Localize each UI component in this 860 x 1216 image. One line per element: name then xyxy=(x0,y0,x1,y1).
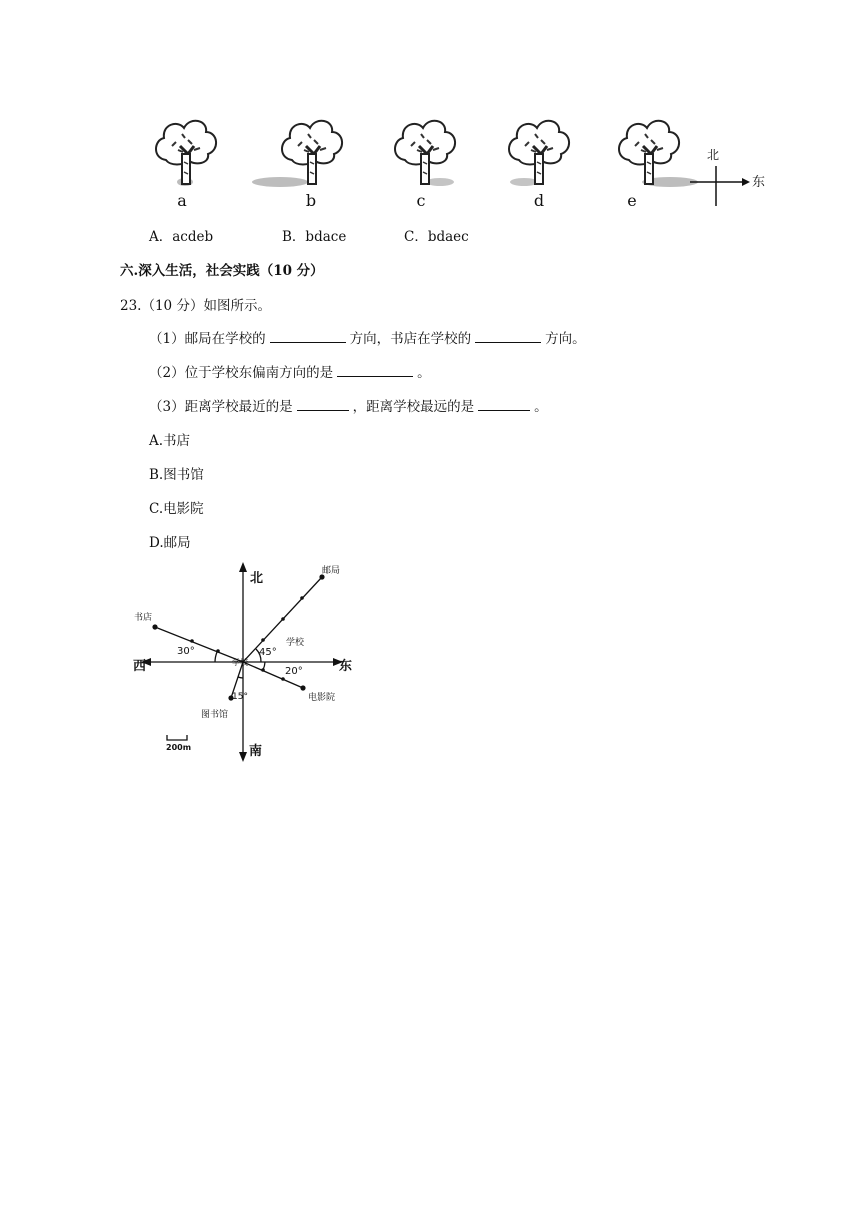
part1-text-b: 方向，书店在学校的 xyxy=(349,331,472,347)
cinema-point xyxy=(300,685,305,690)
map-west-label: 西 xyxy=(133,659,147,674)
q23-option-c[interactable]: C.电影院 xyxy=(149,501,204,517)
answer-blank-2[interactable] xyxy=(475,330,541,343)
q23-part3 xyxy=(149,398,548,416)
q22-option-b[interactable] xyxy=(282,228,346,246)
tree-label-b: b xyxy=(305,191,317,210)
bookstore-ray xyxy=(155,627,243,662)
tree-e xyxy=(619,121,698,187)
q22-option-c[interactable] xyxy=(404,228,469,246)
map-south-label: 南 xyxy=(249,744,263,759)
part3-text-c: 。 xyxy=(534,399,548,415)
scale-label: 200m xyxy=(166,743,192,752)
tree-b xyxy=(252,121,342,187)
angle-label-library: 15° xyxy=(232,692,248,702)
tree-a xyxy=(156,121,216,186)
compass-north-label: 北 xyxy=(707,148,720,162)
answer-blank-3[interactable] xyxy=(337,364,413,377)
map-post-office-label: 邮局 xyxy=(322,566,341,576)
map-cinema-label: 电影院 xyxy=(308,693,336,703)
part1-text-a: （1）邮局在学校的 xyxy=(149,331,266,347)
scale-bar xyxy=(167,735,187,740)
compass-icon xyxy=(690,166,750,206)
option-key: B． xyxy=(282,229,306,245)
q23-option-b[interactable]: B.图书馆 xyxy=(149,467,204,483)
answer-blank-4[interactable] xyxy=(297,398,349,411)
answer-blank-1[interactable] xyxy=(270,330,346,343)
tree-label-d: d xyxy=(533,191,545,210)
map-bookstore-label: 书店 xyxy=(134,613,153,623)
q23-stem: 23.（10 分）如图所示。 xyxy=(120,298,271,314)
tree-label-c: c xyxy=(416,191,426,210)
option-text: bdaec xyxy=(427,229,469,245)
part2-text-a: （2）位于学校东偏南方向的是 xyxy=(149,365,334,381)
shadow-trees-figure xyxy=(140,110,780,220)
section-title: 六.深入生活，社会实践（10 分） xyxy=(120,263,324,279)
part3-text-b: ，距离学校最远的是 xyxy=(352,399,475,415)
angle-label-post: 45° xyxy=(259,647,277,658)
map-library-label: 图书馆 xyxy=(201,710,229,720)
tree-label-e: e xyxy=(627,191,637,210)
option-text: acdeb xyxy=(172,229,214,245)
answer-blank-5[interactable] xyxy=(478,398,530,411)
q22-option-a[interactable] xyxy=(149,228,213,246)
angle-arc-library xyxy=(238,677,243,678)
option-key: C． xyxy=(404,229,428,245)
part2-text-b: 。 xyxy=(417,365,431,381)
bookstore-point xyxy=(152,624,157,629)
q23-part2 xyxy=(149,364,431,382)
q23-option-a[interactable]: A.书店 xyxy=(149,433,191,449)
tree-c xyxy=(395,121,455,186)
south-arrow-icon xyxy=(239,752,247,762)
compass-east-label: 东 xyxy=(752,175,766,190)
q23-option-d[interactable]: D.邮局 xyxy=(149,535,191,551)
part3-text-a: （3）距离学校最近的是 xyxy=(149,399,293,415)
option-text: bdace xyxy=(305,229,347,245)
map-north-label: 北 xyxy=(250,571,264,586)
angle-label-cinema: 20° xyxy=(285,666,303,677)
angle-label-bookstore: 30° xyxy=(177,646,195,657)
part1-text-c: 方向。 xyxy=(545,331,586,347)
angle-arc-bookstore xyxy=(215,652,217,662)
map-east-label: 东 xyxy=(339,659,353,674)
option-key: A． xyxy=(149,229,173,245)
q23-part1 xyxy=(149,330,586,348)
tree-label-a: a xyxy=(177,191,187,210)
tree-d xyxy=(509,121,569,186)
map-school-center-label: 学校 xyxy=(232,658,248,667)
north-arrow-icon xyxy=(239,562,247,572)
map-school-label-2: 学校 xyxy=(286,638,305,648)
